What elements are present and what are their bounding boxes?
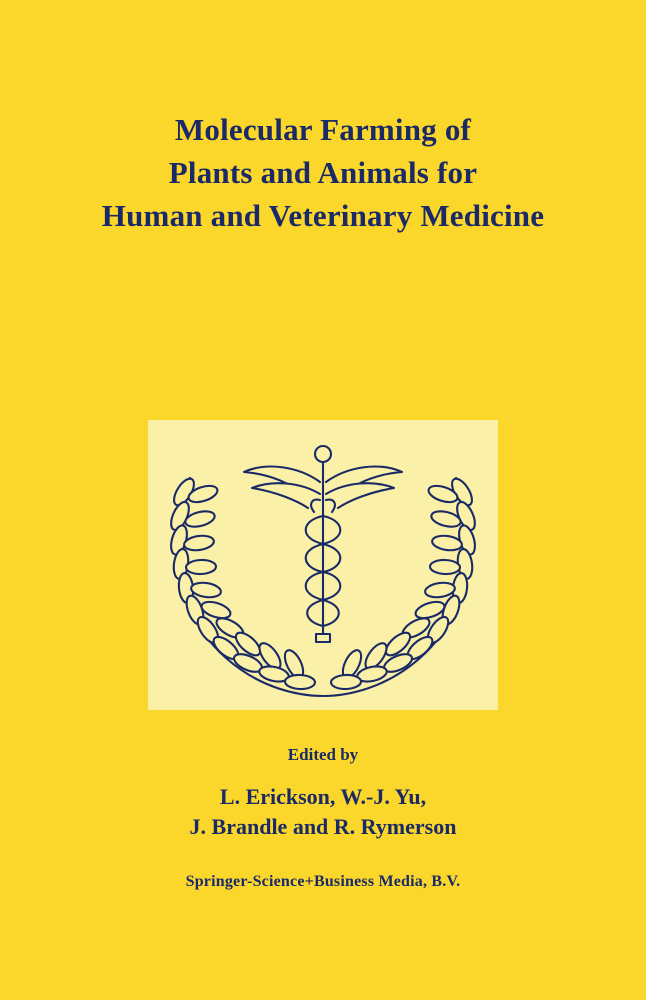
emblem-panel xyxy=(148,420,498,710)
editors-line-2: J. Brandle and R. Rymerson xyxy=(189,814,457,839)
publisher-name: Springer-Science+Business Media, B.V. xyxy=(185,873,461,890)
title-line-1: Molecular Farming of xyxy=(174,112,472,147)
title-line-2: Plants and Animals for xyxy=(168,155,478,190)
book-title xyxy=(0,108,646,237)
editors-list xyxy=(0,782,646,842)
title-line-3: Human and Veterinary Medicine xyxy=(101,198,545,233)
editors-line-1: L. Erickson, W.-J. Yu, xyxy=(219,784,427,809)
caduceus-with-laurel-wreath-icon xyxy=(148,420,498,710)
edited-by-label: Edited by xyxy=(287,745,359,764)
